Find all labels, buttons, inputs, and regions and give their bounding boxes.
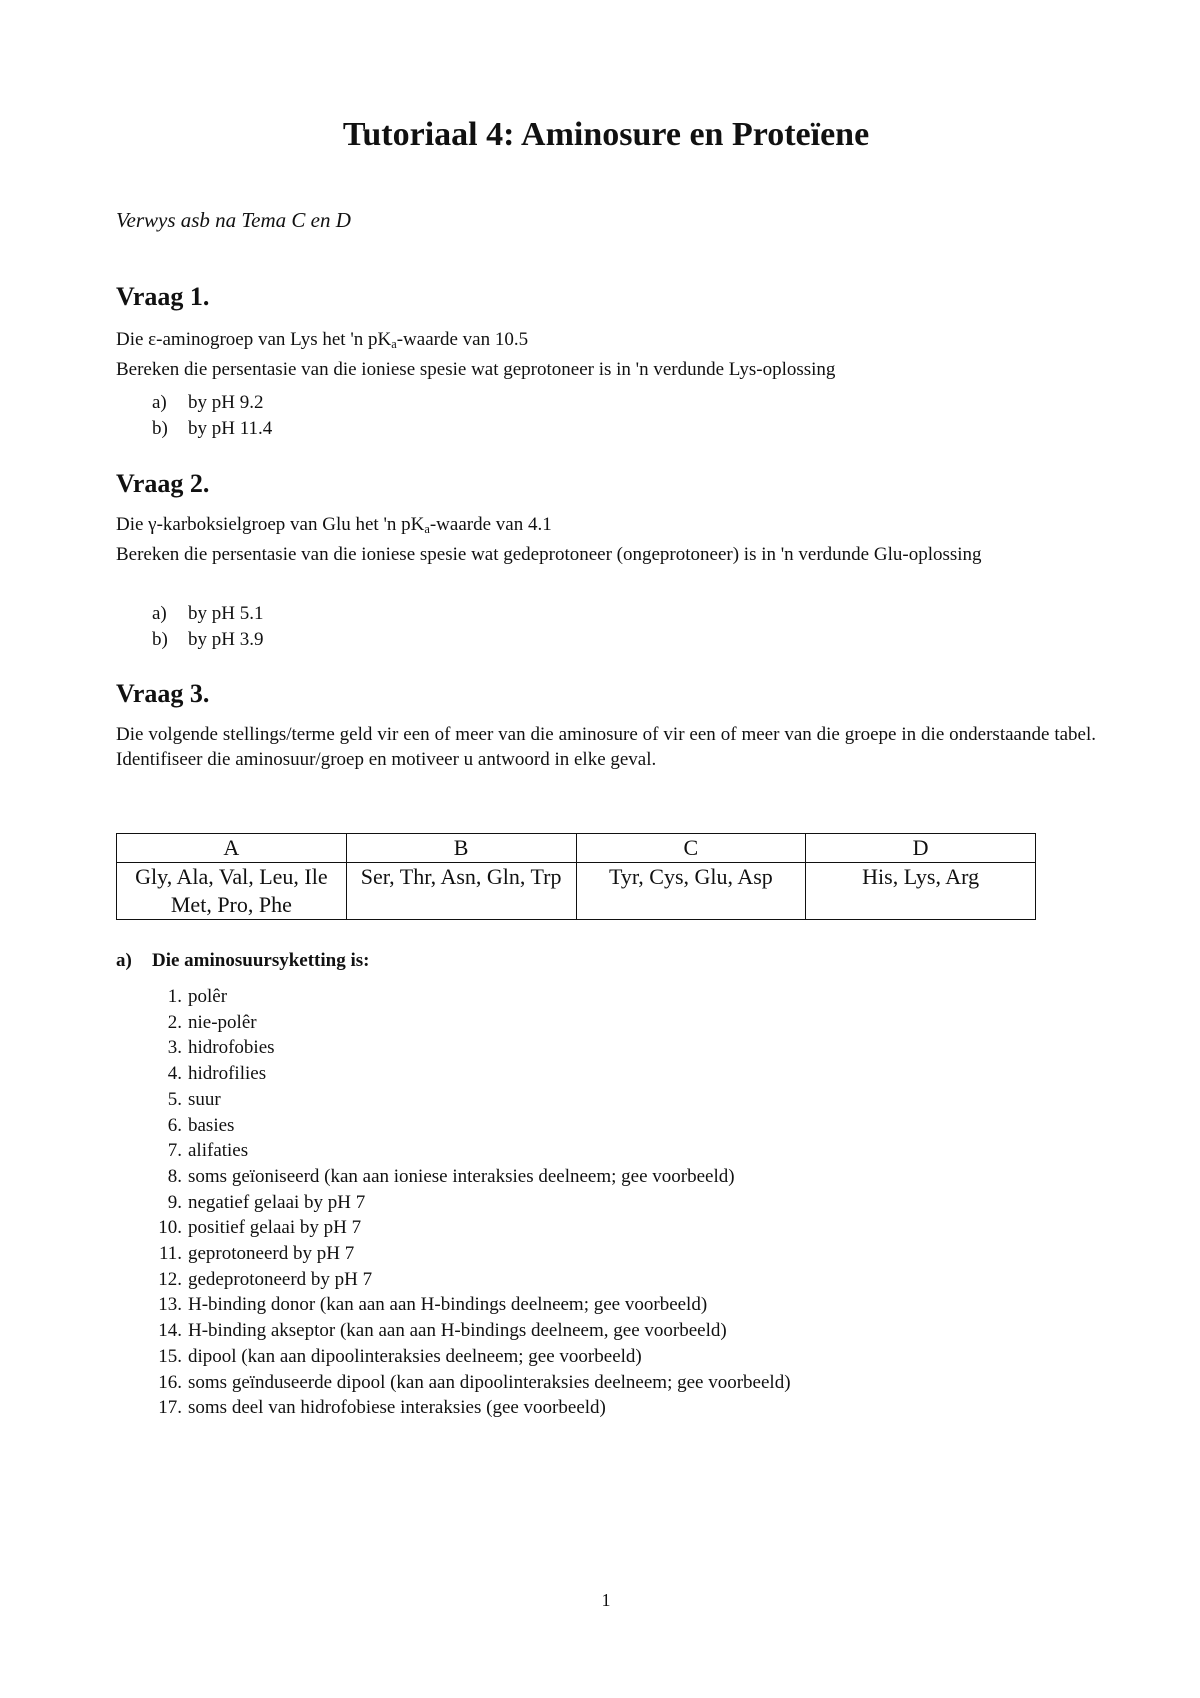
question-2-text: [116, 512, 1096, 567]
list-item: 11. geprotoneerd by pH 7: [158, 1243, 355, 1265]
statements-list: [152, 984, 791, 1421]
table-cell: Ser, Thr, Asn, Gln, Trp: [346, 863, 576, 920]
list-item: 17. soms deel van hidrofobiese interaksies (gee voorbeeld): [158, 1397, 606, 1419]
question-2-line-2: Bereken die persentasie van die ioniese spesie wat gedeprotoneer (ongeprotoneer) is in 'n verdunde Glu-oplossing: [116, 544, 982, 566]
list-item: 10. positief gelaai by pH 7: [158, 1217, 362, 1239]
list-item: 13. H-binding donor (kan aan aan H-bindings deelneem; gee voorbeeld): [158, 1294, 708, 1316]
list-item: 2. nie-polêr: [167, 1011, 257, 1033]
list-item: 8. soms geïoniseerd (kan aan ioniese interaksies deelneem; gee voorbeeld): [167, 1165, 735, 1187]
question-2-line-1: Die γ-karboksielgroep van Glu het 'n $pK_a$-waarde van 4.1: [116, 514, 552, 537]
list-item: 12. gedeprotoneerd by pH 7: [158, 1268, 373, 1290]
list-item: 14. H-binding akseptor (kan aan aan H-bindings deelneem, gee voorbeeld): [158, 1320, 727, 1342]
list-item: 6. basies: [167, 1114, 235, 1136]
list-item: 4. hidrofilies: [167, 1063, 267, 1085]
question-2-heading: Vraag 2.: [116, 469, 210, 498]
table-header: D: [806, 834, 1036, 863]
list-item: b) by pH 11.4: [152, 417, 273, 439]
list-item: 3. hidrofobies: [167, 1037, 275, 1059]
amino-acid-group-table: [116, 833, 1036, 920]
table-header: C: [576, 834, 806, 863]
list-item: 15. dipool (kan aan dipoolinteraksies deelneem; gee voorbeeld): [158, 1345, 642, 1367]
list-item: 9. negatief gelaai by pH 7: [167, 1191, 366, 1213]
question-1-line-1: Die ε-aminogroep van Lys het 'n $pK_a$-waarde van 10.5: [116, 329, 529, 352]
question-3-heading: Vraag 3.: [116, 679, 210, 708]
table-cell: Gly, Ala, Val, Leu, Ile Met, Pro, Phe: [117, 863, 347, 920]
list-item: a) by pH 5.1: [152, 603, 264, 624]
list-item: b) by pH 3.9: [152, 628, 264, 650]
list-item: 7. alifaties: [167, 1140, 249, 1162]
question-1-text: [116, 327, 1096, 382]
table-header-row: [117, 834, 1036, 863]
table-row: [117, 863, 1036, 920]
list-item: a) by pH 9.2: [152, 392, 264, 413]
subtitle: Verwys asb na Tema C en D: [116, 208, 351, 232]
part-a-heading: a) Die aminosuursyketting is:: [116, 950, 370, 971]
table-cell: His, Lys, Arg: [806, 863, 1036, 920]
page-number: 1: [601, 1590, 611, 1610]
table-cell: Tyr, Cys, Glu, Asp: [576, 863, 806, 920]
question-3-text: Die volgende stellings/terme geld vir een of meer van die aminosure of vir een of meer van die groepe in die onderstaande tabel. Identifiseer die aminosuur/groep en motiveer u antwoord in elke geval.: [116, 724, 1096, 770]
list-item: 16. soms geïnduseerde dipool (kan aan dipoolinteraksies deelneem; gee voorbeeld): [158, 1371, 791, 1393]
question-1-items: [152, 390, 272, 441]
table-header: B: [346, 834, 576, 863]
list-item: 5. suur: [167, 1088, 221, 1110]
question-2-items: [152, 601, 263, 652]
table-header: A: [117, 834, 347, 863]
document-title: Tutoriaal 4: Aminosure en Proteïene: [342, 116, 870, 153]
question-1-heading: Vraag 1.: [116, 282, 210, 311]
list-item: 1. polêr: [167, 986, 228, 1007]
question-1-line-2: Bereken die persentasie van die ioniese spesie wat geprotoneer is in 'n verdunde Lys-oplossing: [116, 359, 836, 381]
